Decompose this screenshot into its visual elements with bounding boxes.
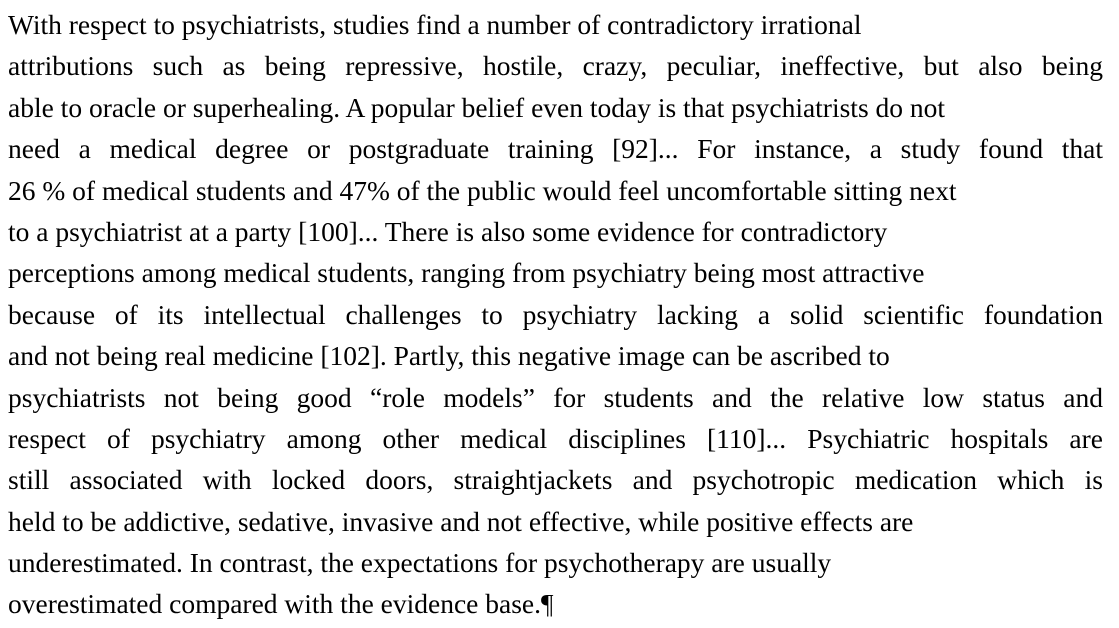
paragraph-line-6: to a psychiatrist at a party [100]... There is also some evidence for contradictory <box>8 215 888 247</box>
paragraph-line-9: and not being real medicine [102]. Partly, this negative image can be ascribed to <box>8 340 890 372</box>
paragraph-line-13: held to be addictive, sedative, invasive and not effective, while positive effects are <box>8 505 914 537</box>
paragraph-line-14: underestimated. In contrast, the expectations for psychotherapy are usually <box>8 547 832 579</box>
paragraph-line-12: still associated with locked doors, straightjackets and psychotropic medication which is <box>8 464 1103 496</box>
paragraph-line-7: perceptions among medical students, ranging from psychiatry being most attractive <box>8 257 925 289</box>
paragraph-line-5: 26 % of medical students and 47% of the public would feel uncomfortable sitting next <box>8 174 957 206</box>
paragraph-line-11: respect of psychiatry among other medical disciplines [110]... Psychiatric hospitals are <box>8 422 1103 454</box>
paragraph-line-10: psychiatrists not being good “role models” for students and the relative low status and <box>8 381 1103 413</box>
paragraph-line-15: overestimated compared with the evidence base.¶ <box>8 588 554 620</box>
paragraph-line-2: attributions such as being repressive, hostile, crazy, peculiar, ineffective, but also being <box>8 50 1103 82</box>
paragraph-line-3: able to oracle or superhealing. A popular belief even today is that psychiatrists do not <box>8 91 946 123</box>
paragraph-line-4: need a medical degree or postgraduate training [92]... For instance, a study found that <box>8 133 1103 165</box>
paragraph-line-8: because of its intellectual challenges to psychiatry lacking a solid scientific foundation <box>8 298 1103 330</box>
paragraph-line-1: With respect to psychiatrists, studies find a number of contradictory irrational <box>8 9 862 40</box>
document-paragraph <box>8 4 1113 625</box>
